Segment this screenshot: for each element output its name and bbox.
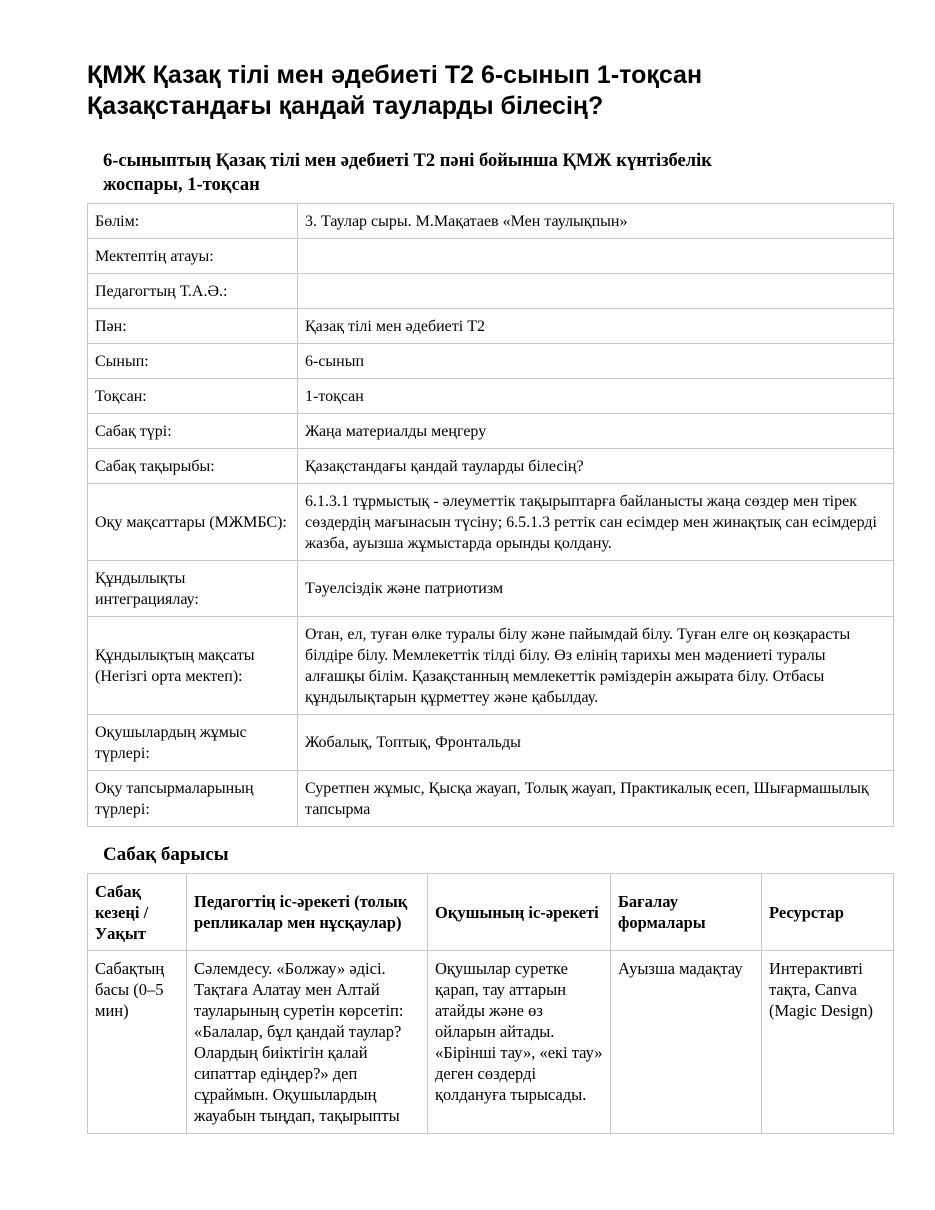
info-label: Мектептің атауы: [88, 239, 298, 274]
info-label: Оқу мақсаттары (МЖМБС): [88, 484, 298, 561]
info-value [298, 274, 894, 309]
header-student-activity: Оқушының іс-әрекеті [428, 874, 611, 951]
info-row-lesson-topic [88, 449, 894, 484]
info-row-learning-objectives [88, 484, 894, 561]
info-row-quarter [88, 379, 894, 414]
info-label: Сынып: [88, 344, 298, 379]
info-row-work-types [88, 715, 894, 771]
info-value [298, 239, 894, 274]
info-value: 6-сынып [298, 344, 894, 379]
info-row-subject [88, 309, 894, 344]
info-value: 3. Таулар сыры. М.Мақатаев «Мен таулықпын» [298, 204, 894, 239]
info-label: Құндылықты интеграциялау: [88, 561, 298, 617]
cell-resources: Интерактивті тақта, Canva (Magic Design) [762, 951, 894, 1134]
info-value: 1-тоқсан [298, 379, 894, 414]
cell-student-activity: Оқушылар суретке қарап, тау аттарын атайды және өз ойларын айтады. «Бірінші тау», «екі тау» деген сөздерді қолдануға тырысады. [428, 951, 611, 1134]
document-title [87, 60, 887, 122]
info-label: Бөлім: [88, 204, 298, 239]
info-value: Жобалық, Топтық, Фронтальды [298, 715, 894, 771]
lesson-header-row [88, 874, 894, 951]
info-value: Отан, ел, туған өлке туралы білу және пайымдай білу. Туған елге оң көзқарасты білдіре білу. Мемлекеттік тілді білу. Өз елінің тарихы мен мәдениеті туралы алғашқы білім. Қазақстанның мемлекеттік рәміздерін ажырата білу. Отбасы құндылықтарын құрметтеу және қабылдау. [298, 617, 894, 715]
info-value: Тәуелсіздік және патриотизм [298, 561, 894, 617]
info-label: Оқу тапсырмаларының түрлері: [88, 771, 298, 827]
header-resources: Ресурстар [762, 874, 894, 951]
info-row-lesson-type [88, 414, 894, 449]
info-row-value-integration [88, 561, 894, 617]
document-title-line-2: Қазақстандағы қандай тауларды білесің? [87, 92, 604, 120]
info-row-school [88, 239, 894, 274]
info-label: Оқушылардың жұмыс түрлері: [88, 715, 298, 771]
lesson-row [88, 951, 894, 1134]
cell-stage: Сабақтың басы (0–5 мин) [88, 951, 187, 1134]
document-subtitle-line-2: жоспары, 1-тоқсан [103, 175, 260, 195]
header-assessment: Бағалау формалары [611, 874, 762, 951]
document-title-line-1: ҚМЖ Қазақ тілі мен әдебиеті Т2 6-сынып 1-тоқсан [87, 61, 703, 89]
info-label: Педагогтың Т.А.Ә.: [88, 274, 298, 309]
info-label: Сабақ тақырыбы: [88, 449, 298, 484]
info-value: Суретпен жұмыс, Қысқа жауап, Толық жауап, Практикалық есеп, Шығармашылық тапсырма [298, 771, 894, 827]
info-row-value-goal [88, 617, 894, 715]
info-value: 6.1.3.1 тұрмыстық - әлеуметтік тақырыптарға байланысты жаңа сөздер мен тірек сөздердің мағынасын түсіну; 6.5.1.3 реттік сан есімдер мен жинақтық сан есімдерді жазба, ауызша жұмыстарда орынды қолдану. [298, 484, 894, 561]
lesson-flow-heading: Сабақ барысы [103, 844, 229, 865]
lesson-flow-table [87, 873, 894, 1134]
header-teacher-activity: Педагогтің іс-әрекеті (толық репликалар мен нұсқаулар) [187, 874, 428, 951]
cell-teacher-activity: Сәлемдесу. «Болжау» әдісі. Тақтаға Алатау мен Алтай тауларының суретін көрсетіп: «Балалар, бұл қандай таулар? Олардың биіктігін қалай сипаттар едіңдер?» деп сұраймын. Оқушылардың жауабын тыңдап, тақырыпты [187, 951, 428, 1134]
lesson-info-table [87, 203, 894, 827]
info-label: Сабақ түрі: [88, 414, 298, 449]
info-label: Құндылықтың мақсаты (Негізгі орта мектеп): [88, 617, 298, 715]
document-subtitle-line-1: 6-сыныптың Қазақ тілі мен әдебиеті Т2 пәні бойынша ҚМЖ күнтізбелік [103, 151, 712, 171]
info-value: Жаңа материалды меңгеру [298, 414, 894, 449]
document-subtitle [103, 149, 883, 197]
info-row-task-types [88, 771, 894, 827]
info-row-grade [88, 344, 894, 379]
info-row-teacher [88, 274, 894, 309]
info-value: Қазақ тілі мен әдебиеті Т2 [298, 309, 894, 344]
header-stage: Сабақ кезеңі / Уақыт [88, 874, 187, 951]
cell-assessment: Ауызша мадақтау [611, 951, 762, 1134]
info-label: Тоқсан: [88, 379, 298, 414]
info-label: Пән: [88, 309, 298, 344]
info-row-section [88, 204, 894, 239]
info-value: Қазақстандағы қандай тауларды білесің? [298, 449, 894, 484]
